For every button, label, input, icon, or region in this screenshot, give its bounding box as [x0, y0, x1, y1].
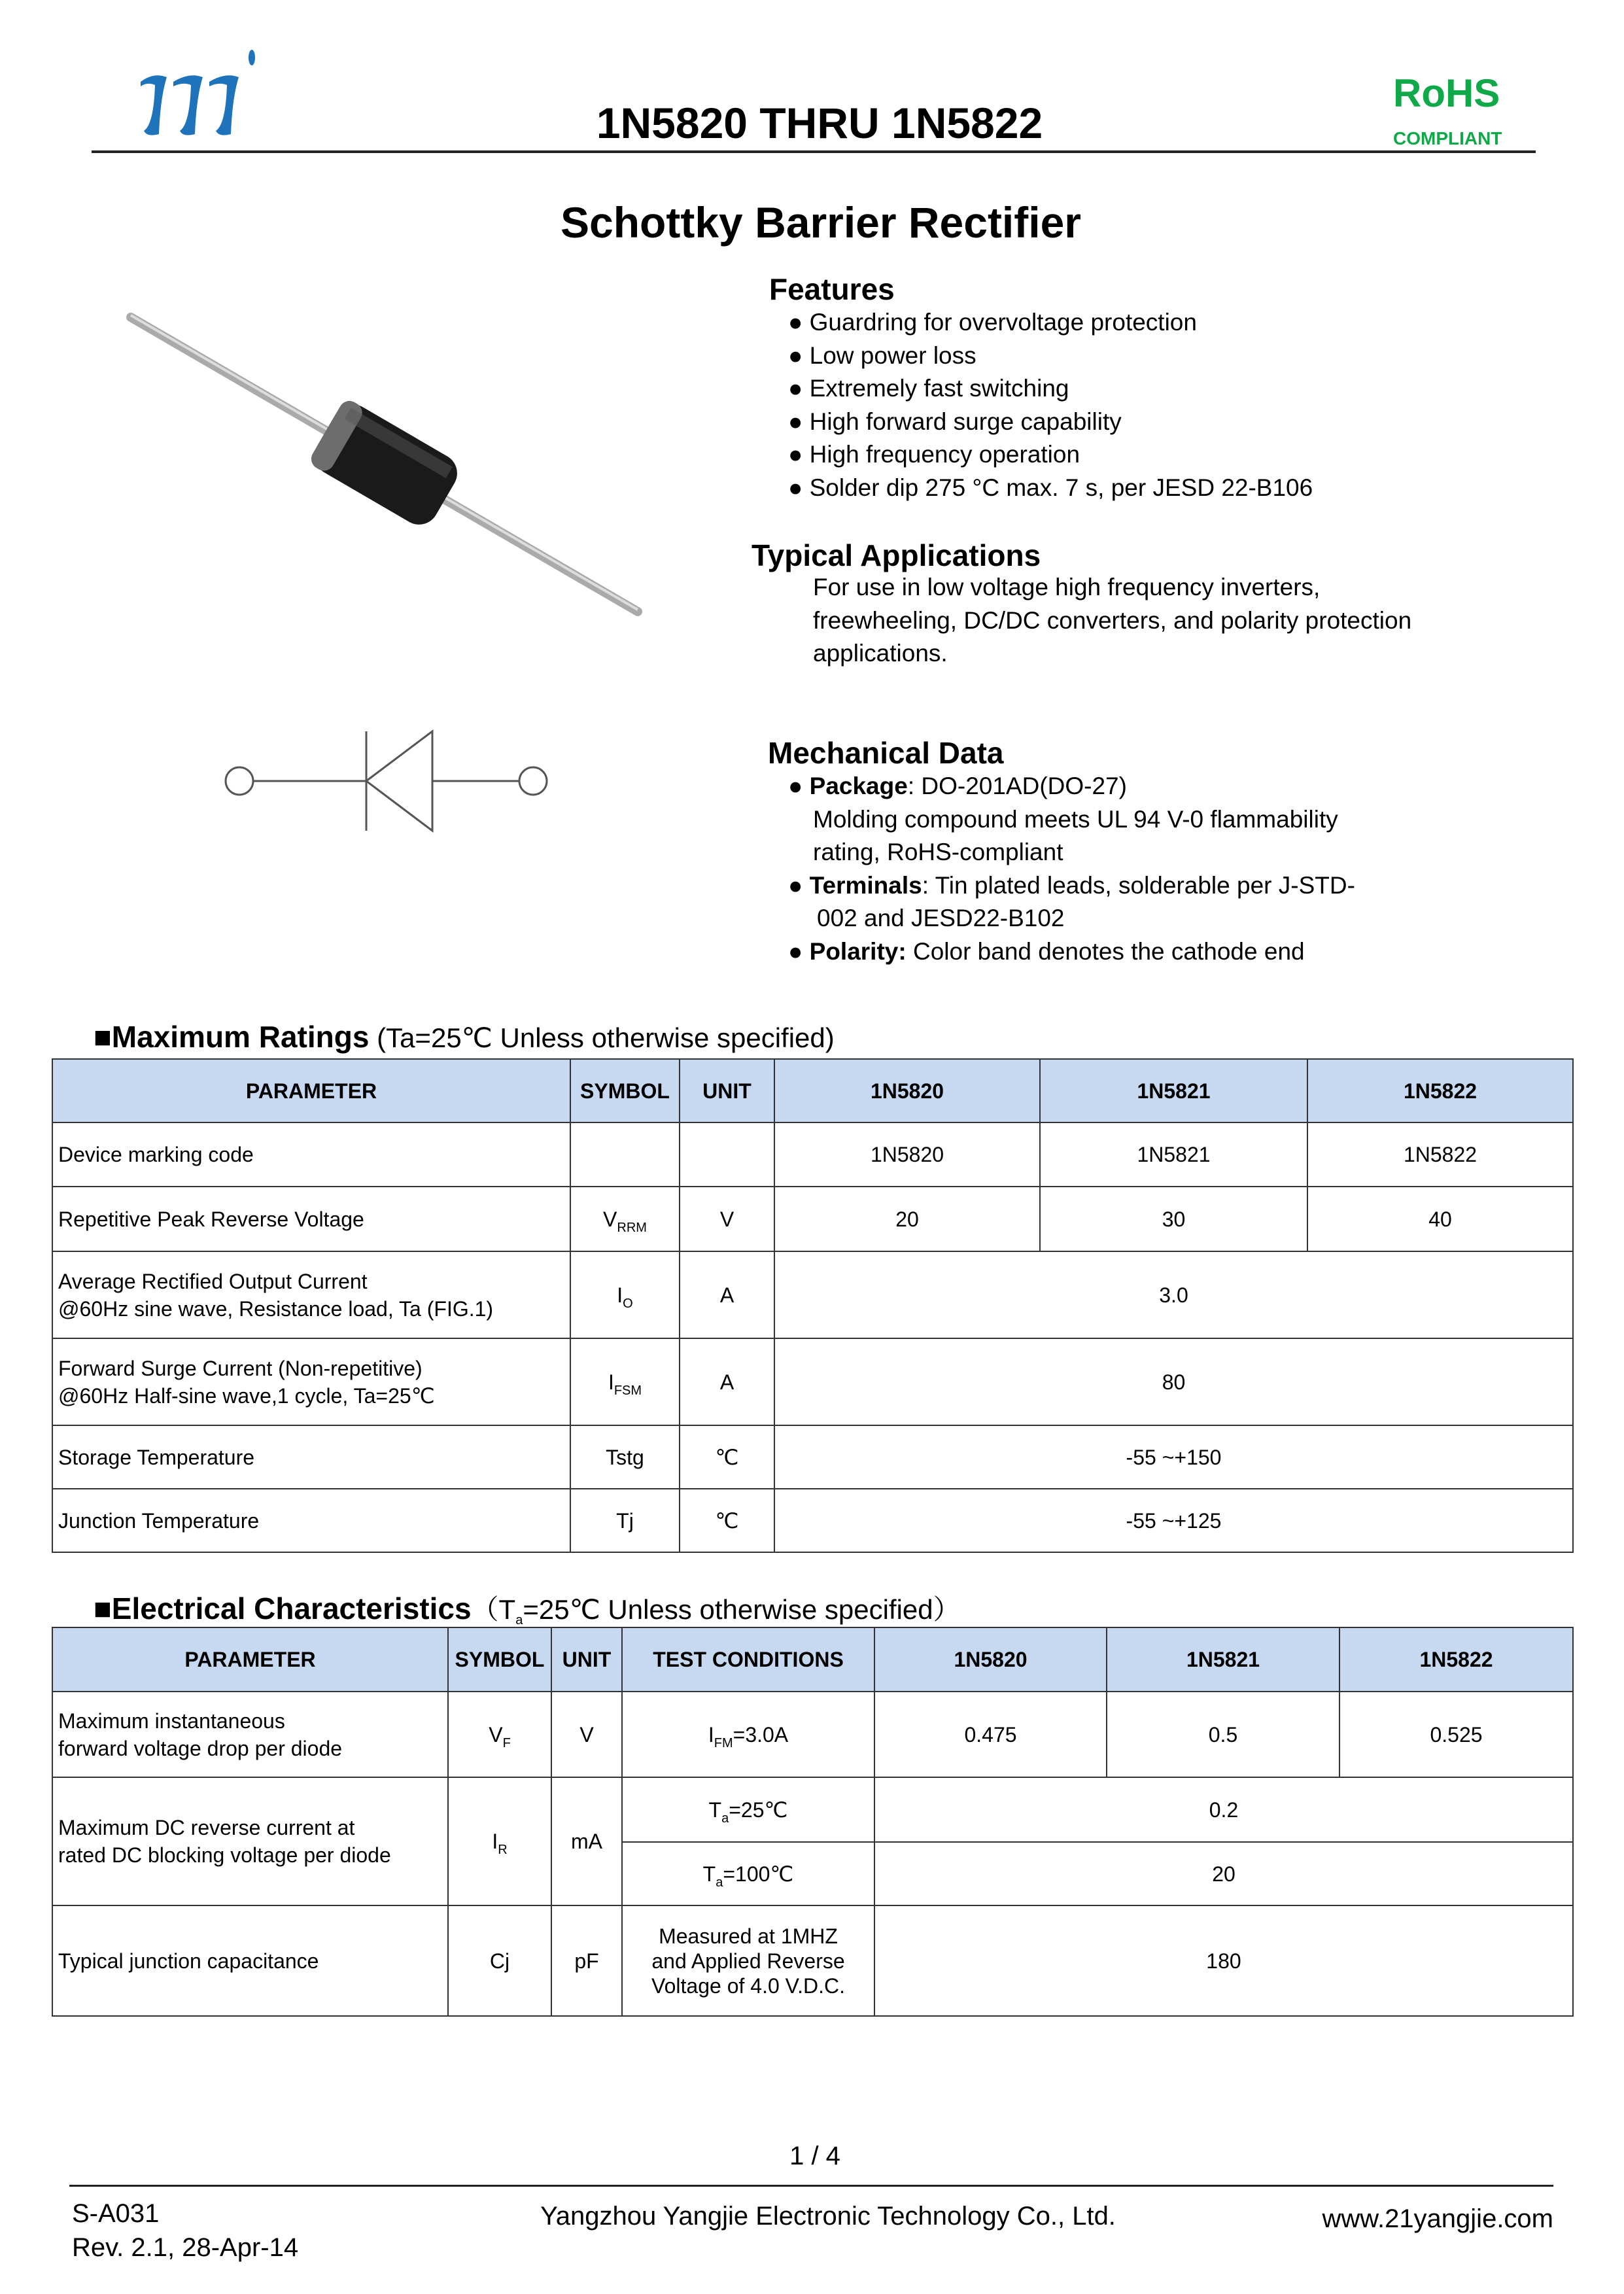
- feature-item: ● Extremely fast switching: [788, 375, 1069, 402]
- condition-cell: [622, 1692, 874, 1777]
- parameter-cell: [52, 1905, 448, 2016]
- column-header: [1040, 1059, 1307, 1122]
- applications-line: For use in low voltage high frequency inverters,: [813, 574, 1321, 600]
- cell-text: UNIT: [702, 1079, 752, 1103]
- mechanical-list: [788, 770, 1355, 968]
- feature-item: ● High frequency operation: [788, 441, 1080, 468]
- cell-text: 1N5822: [1419, 1648, 1493, 1671]
- parameter-cell: [52, 1777, 448, 1905]
- column-header: [1339, 1627, 1573, 1692]
- electrical-table: [52, 1627, 1574, 2017]
- feature-item: ● Low power loss: [788, 341, 976, 369]
- cell-text: and Applied Reverse: [651, 1949, 845, 1973]
- value-cell: [774, 1122, 1040, 1187]
- cell-text: 1N5821: [1137, 1079, 1211, 1103]
- condition-cell: [622, 1842, 874, 1905]
- value-cell: [874, 1905, 1573, 2016]
- cell-text: @60Hz Half-sine wave,1 cycle, Ta=25℃: [58, 1383, 435, 1408]
- applications-line: freewheeling, DC/DC converters, and polarity protection: [813, 606, 1412, 634]
- cell-text: Repetitive Peak Reverse Voltage: [58, 1207, 364, 1231]
- cell-text: ℃: [715, 1508, 739, 1533]
- subscript: RRM: [617, 1220, 647, 1235]
- unit-cell: [551, 1777, 622, 1905]
- value-cell: [874, 1692, 1107, 1777]
- subscript: O: [623, 1296, 633, 1311]
- table-row: [52, 1425, 1573, 1489]
- feature-item: ● Guardring for overvoltage protection: [788, 309, 1197, 336]
- cell-text: 1N5820: [954, 1648, 1028, 1671]
- cell-text: =100℃: [723, 1862, 794, 1886]
- column-header: [774, 1059, 1040, 1122]
- cell-text: 20: [1212, 1862, 1235, 1886]
- parameter-cell: [52, 1489, 570, 1552]
- cell-text: Junction Temperature: [58, 1508, 260, 1533]
- column-header: [1307, 1059, 1573, 1122]
- cell-text: 1N5820: [870, 1143, 944, 1166]
- subscript: F: [502, 1735, 511, 1750]
- cell-text: 30: [1162, 1207, 1186, 1231]
- column-header: [680, 1059, 774, 1122]
- cell-text: pF: [574, 1949, 599, 1973]
- cell-text: 180: [1206, 1949, 1241, 1973]
- column-header: [52, 1059, 570, 1122]
- header-divider: [92, 150, 1536, 153]
- diode-schematic-symbol: [222, 726, 549, 837]
- value-cell: [1307, 1187, 1573, 1251]
- symbol-cell: [570, 1122, 680, 1187]
- unit-cell: [680, 1425, 774, 1489]
- subscript: R: [498, 1843, 508, 1857]
- column-header: [1107, 1627, 1339, 1692]
- cell-text: 0.2: [1209, 1798, 1239, 1822]
- footer-divider: [69, 2185, 1553, 2187]
- cell-text: SYMBOL: [580, 1079, 670, 1103]
- table-row: [52, 1692, 1573, 1777]
- cell-text: I: [492, 1830, 498, 1853]
- unit-cell: [680, 1338, 774, 1425]
- cell-text: I: [608, 1370, 614, 1394]
- subscript: FSM: [613, 1383, 642, 1398]
- value-cell: [774, 1251, 1573, 1338]
- features-heading: Features: [769, 272, 895, 306]
- cell-text: =25℃: [729, 1798, 788, 1822]
- unit-cell: [551, 1692, 622, 1777]
- parameter-cell: [52, 1338, 570, 1425]
- cell-text: 1N5822: [1403, 1079, 1477, 1103]
- cell-text: 3.0: [1159, 1283, 1188, 1307]
- table-row: [52, 1338, 1573, 1425]
- cell-text: Device marking code: [58, 1143, 254, 1166]
- cell-text: 0.525: [1430, 1722, 1483, 1747]
- cell-text: Voltage of 4.0 V.D.C.: [651, 1973, 845, 1998]
- cell-text: V: [579, 1722, 594, 1747]
- value-cell: [1040, 1122, 1307, 1187]
- cell-text: Tj: [616, 1508, 634, 1533]
- applications-text: [813, 571, 1411, 670]
- applications-line: applications.: [813, 640, 948, 667]
- cell-text: 0.475: [964, 1722, 1017, 1747]
- unit-cell: [680, 1251, 774, 1338]
- document-title: 1N5820 THRU 1N5822: [596, 99, 1043, 147]
- max-ratings-table: [52, 1058, 1574, 1553]
- cell-text: V: [603, 1207, 617, 1231]
- cell-text: 20: [895, 1207, 919, 1231]
- cell-text: A: [719, 1370, 734, 1394]
- cell-text: Measured at 1MHZ: [659, 1924, 838, 1948]
- value-cell: [1107, 1692, 1339, 1777]
- parameter-cell: [52, 1187, 570, 1251]
- symbol-cell: [448, 1777, 551, 1905]
- value-cell: [774, 1187, 1040, 1251]
- cell-text: forward voltage drop per diode: [58, 1736, 343, 1760]
- cell-text: ℃: [715, 1445, 739, 1469]
- cell-text: -55 ~+150: [1126, 1445, 1222, 1469]
- column-header: [622, 1627, 874, 1692]
- cell-text: @60Hz sine wave, Resistance load, Ta (FIG.1): [58, 1296, 494, 1321]
- symbol-cell: [570, 1425, 680, 1489]
- column-header: [551, 1627, 622, 1692]
- mech-terminals-line: 002 and JESD22-B102: [817, 905, 1065, 931]
- symbol-cell: [448, 1692, 551, 1777]
- cell-text: -55 ~+125: [1126, 1508, 1222, 1533]
- cell-text: mA: [571, 1830, 602, 1853]
- value-cell: [874, 1777, 1573, 1842]
- symbol-cell: [448, 1905, 551, 2016]
- feature-item: ● Solder dip 275 °C max. 7 s, per JESD 22-B106: [788, 474, 1313, 501]
- cell-text: 1N5822: [1403, 1143, 1477, 1166]
- cell-text: SYMBOL: [455, 1648, 545, 1671]
- cell-text: Maximum DC reverse current at: [58, 1816, 355, 1839]
- value-cell: [1307, 1122, 1573, 1187]
- features-list: [788, 306, 1313, 504]
- parameter-cell: [52, 1692, 448, 1777]
- doc-number: S-A031: [72, 2199, 160, 2228]
- table-row: [52, 1122, 1573, 1187]
- mech-package-line: rating, RoHS-compliant: [813, 839, 1063, 865]
- max-ratings-heading: ■Maximum Ratings (Ta=25℃ Unless otherwise specified): [94, 1020, 835, 1054]
- cell-text: PARAMETER: [184, 1648, 316, 1671]
- mechanical-heading: Mechanical Data: [768, 736, 1004, 770]
- symbol-cell: [570, 1489, 680, 1552]
- mech-item-polarity: ● Polarity: Color band denotes the cathode end: [788, 937, 1305, 965]
- mech-package-line: Molding compound meets UL 94 V-0 flammability: [813, 805, 1338, 833]
- unit-cell: [680, 1122, 774, 1187]
- condition-cell: [622, 1777, 874, 1842]
- subscript: a: [721, 1811, 729, 1826]
- cell-text: Average Rectified Output Current: [58, 1269, 368, 1293]
- cell-text: I: [617, 1283, 623, 1307]
- subscript: a: [716, 1875, 723, 1890]
- cell-text: Tstg: [606, 1445, 644, 1469]
- symbol-cell: [570, 1187, 680, 1251]
- parameter-cell: [52, 1122, 570, 1187]
- value-cell: [874, 1842, 1573, 1905]
- subscript: FM: [714, 1735, 733, 1750]
- mech-item-terminals: ● Terminals: Tin plated leads, solderable per J-STD-: [788, 871, 1355, 899]
- unit-cell: [680, 1489, 774, 1552]
- table-row: [52, 1489, 1573, 1552]
- header-row: [52, 1059, 1573, 1122]
- rohs-label: RoHS: [1393, 71, 1500, 115]
- cell-text: 40: [1428, 1207, 1452, 1231]
- cell-text: PARAMETER: [245, 1079, 377, 1103]
- applications-heading: Typical Applications: [752, 538, 1041, 572]
- column-header: [52, 1627, 448, 1692]
- mech-item-package: ● Package: DO-201AD(DO-27): [788, 773, 1127, 799]
- column-header: [570, 1059, 680, 1122]
- value-cell: [1339, 1692, 1573, 1777]
- website-url: www.21yangjie.com: [1322, 2204, 1553, 2233]
- table-row: [52, 1187, 1573, 1251]
- cell-text: 1N5821: [1137, 1143, 1211, 1166]
- cell-text: A: [719, 1283, 734, 1307]
- column-header: [874, 1627, 1107, 1692]
- cell-text: Forward Surge Current (Non-repetitive): [58, 1356, 423, 1380]
- value-cell: [774, 1338, 1573, 1425]
- cell-text: 80: [1162, 1370, 1186, 1394]
- cell-text: rated DC blocking voltage per diode: [58, 1843, 391, 1867]
- unit-cell: [680, 1187, 774, 1251]
- cell-text: 1N5820: [870, 1079, 944, 1103]
- column-header: [448, 1627, 551, 1692]
- cell-text: Typical junction capacitance: [58, 1949, 319, 1973]
- cell-text: T: [702, 1862, 716, 1886]
- symbol-cell: [570, 1251, 680, 1338]
- value-cell: [774, 1425, 1573, 1489]
- cell-text: Cj: [489, 1949, 510, 1973]
- electrical-heading: ■Electrical $Characteristics(T_a=25℃$ Unless otherwise specified）: [94, 1591, 961, 1627]
- diode-package-image: [118, 301, 654, 628]
- condition-cell: [622, 1905, 874, 2016]
- unit-cell: [551, 1905, 622, 2016]
- table-row: [52, 1905, 1573, 2016]
- cell-text: V: [489, 1722, 503, 1747]
- cell-text: V: [719, 1207, 734, 1231]
- rohs-compliant-label: COMPLIANT: [1393, 128, 1502, 148]
- symbol-cell: [570, 1338, 680, 1425]
- cell-text: 1N5821: [1186, 1648, 1260, 1671]
- value-cell: [774, 1489, 1573, 1552]
- value-cell: [1040, 1187, 1307, 1251]
- company-name: Yangzhou Yangjie Electronic Technology Co., Ltd.: [540, 2202, 1116, 2231]
- cell-text: Storage Temperature: [58, 1445, 255, 1469]
- table-row: [52, 1777, 1573, 1842]
- product-subtitle: Schottky Barrier Rectifier: [561, 198, 1081, 247]
- feature-item: ● High forward surge capability: [788, 408, 1122, 435]
- parameter-cell: [52, 1425, 570, 1489]
- cell-text: 0.5: [1208, 1722, 1238, 1747]
- cell-text: I: [708, 1722, 714, 1747]
- cell-text: Maximum instantaneous: [58, 1709, 285, 1733]
- header-row: [52, 1627, 1573, 1692]
- parameter-cell: [52, 1251, 570, 1338]
- cell-text: T: [708, 1798, 722, 1822]
- page-number: 1 / 4: [789, 2142, 840, 2170]
- revision: Rev. 2.1, 28-Apr-14: [72, 2233, 299, 2262]
- cell-text: =3.0A: [733, 1722, 789, 1747]
- table-row: [52, 1251, 1573, 1338]
- cell-text: UNIT: [562, 1648, 612, 1671]
- cell-text: TEST CONDITIONS: [653, 1648, 844, 1671]
